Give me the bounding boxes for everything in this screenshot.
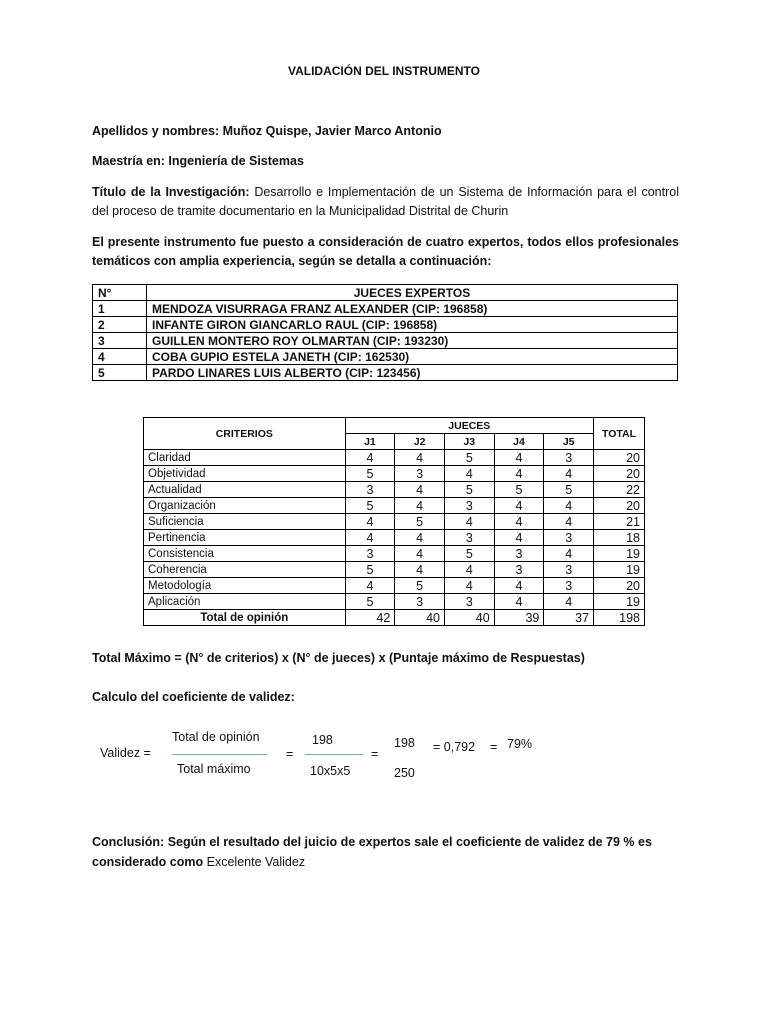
judge-header: J5 — [544, 434, 594, 450]
score-cell: 4 — [345, 450, 395, 466]
criterion-label: Metodología — [144, 578, 346, 594]
score-cell: 5 — [395, 514, 445, 530]
total-opinion-row — [144, 610, 645, 626]
judge-header: J4 — [494, 434, 544, 450]
numerator-value: 198 — [394, 736, 415, 750]
criterion-row — [144, 562, 645, 578]
score-cell: 4 — [395, 498, 445, 514]
score-cell: 4 — [494, 530, 544, 546]
validez-label: Validez = — [100, 746, 151, 760]
criterion-row — [144, 514, 645, 530]
score-cell: 3 — [544, 530, 594, 546]
numerator-value: 198 — [312, 733, 333, 747]
denominator-value: 250 — [394, 766, 415, 780]
score-cell: 4 — [494, 498, 544, 514]
score-cell: 3 — [345, 546, 395, 562]
score-cell: 4 — [494, 466, 544, 482]
criterion-row — [144, 530, 645, 546]
research-title-paragraph — [92, 183, 679, 221]
total-opinion-label: Total de opinión — [144, 610, 346, 626]
score-cell: 4 — [494, 578, 544, 594]
score-cell: 4 — [345, 578, 395, 594]
expert-num: 5 — [93, 365, 147, 381]
score-cell: 3 — [494, 562, 544, 578]
conclusion-paragraph — [92, 832, 679, 872]
total-opinion-value: 39 — [494, 610, 544, 626]
criterion-label: Actualidad — [144, 482, 346, 498]
row-total: 18 — [594, 530, 645, 546]
judges-header: JUECES — [345, 418, 593, 434]
scores-header-row — [144, 418, 645, 434]
row-total: 19 — [594, 562, 645, 578]
score-cell: 5 — [544, 482, 594, 498]
score-cell: 5 — [494, 482, 544, 498]
experts-row — [93, 317, 678, 333]
total-opinion-value: 37 — [544, 610, 594, 626]
score-cell: 3 — [444, 594, 494, 610]
master-line: Maestría en: Ingeniería de Sistemas — [92, 154, 304, 168]
criterion-label: Claridad — [144, 450, 346, 466]
criteria-header: CRITERIOS — [144, 418, 346, 450]
score-cell: 4 — [345, 514, 395, 530]
numerator-text: Total de opinión — [172, 730, 260, 744]
row-total: 22 — [594, 482, 645, 498]
scores-table — [143, 417, 645, 626]
experts-name-header: JUECES EXPERTOS — [147, 285, 678, 301]
judge-header: J2 — [395, 434, 445, 450]
score-cell: 3 — [395, 594, 445, 610]
expert-num: 2 — [93, 317, 147, 333]
score-cell: 3 — [444, 530, 494, 546]
score-cell: 4 — [544, 466, 594, 482]
judge-header: J3 — [444, 434, 494, 450]
row-total: 20 — [594, 450, 645, 466]
criterion-row — [144, 498, 645, 514]
score-cell: 4 — [544, 498, 594, 514]
author-line: Apellidos y nombres: Muñoz Quispe, Javier Marco Antonio — [92, 124, 442, 138]
experts-row — [93, 365, 678, 381]
fraction-line — [172, 754, 267, 755]
row-total: 20 — [594, 466, 645, 482]
score-cell: 3 — [544, 578, 594, 594]
experts-row — [93, 349, 678, 365]
expert-name: GUILLEN MONTERO ROY OLMARTAN (CIP: 193230) — [147, 333, 678, 349]
fraction-line — [305, 754, 363, 755]
expert-num: 3 — [93, 333, 147, 349]
experts-header-row — [93, 285, 678, 301]
total-opinion-value: 40 — [444, 610, 494, 626]
score-cell: 3 — [544, 562, 594, 578]
score-cell: 4 — [345, 530, 395, 546]
equals-sign: = — [286, 747, 294, 761]
research-title: Desarrollo e Implementación de un Sistema de Información para el control del proceso de tramite documentario en la Municipalidad Distrital de Churin — [92, 185, 679, 218]
result-value: = 0,792 — [433, 740, 476, 754]
max-total-formula: Total Máximo = (N° de criterios) x (N° de jueces) x (Puntaje máximo de Respuestas) — [92, 651, 585, 665]
score-cell: 4 — [494, 450, 544, 466]
row-total: 19 — [594, 546, 645, 562]
score-cell: 5 — [345, 466, 395, 482]
research-label: Título de la Investigación: — [92, 185, 250, 199]
row-total: 20 — [594, 498, 645, 514]
calc-heading: Calculo del coeficiente de validez: — [92, 690, 295, 704]
score-cell: 4 — [395, 482, 445, 498]
score-cell: 4 — [444, 466, 494, 482]
score-cell: 4 — [395, 530, 445, 546]
score-cell: 4 — [544, 546, 594, 562]
experts-row — [93, 333, 678, 349]
expert-num: 4 — [93, 349, 147, 365]
expert-num: 1 — [93, 301, 147, 317]
score-cell: 5 — [395, 578, 445, 594]
score-cell: 5 — [444, 482, 494, 498]
conclusion-normal: Excelente Validez — [206, 855, 306, 869]
criterion-row — [144, 482, 645, 498]
score-cell: 4 — [444, 578, 494, 594]
score-cell: 3 — [444, 498, 494, 514]
experts-table — [92, 284, 678, 381]
score-cell: 5 — [345, 562, 395, 578]
expert-name: PARDO LINARES LUIS ALBERTO (CIP: 123456) — [147, 365, 678, 381]
row-total: 20 — [594, 578, 645, 594]
document-title: VALIDACIÓN DEL INSTRUMENTO — [287, 64, 480, 78]
total-opinion-value: 42 — [345, 610, 395, 626]
criterion-row — [144, 578, 645, 594]
criterion-row — [144, 594, 645, 610]
percent-value: 79% — [507, 737, 533, 751]
score-cell: 4 — [395, 562, 445, 578]
score-cell: 4 — [395, 450, 445, 466]
equals-sign: = — [371, 747, 379, 761]
experts-num-header: N° — [93, 285, 147, 301]
criterion-label: Suficiencia — [144, 514, 346, 530]
denominator-text: Total máximo — [177, 762, 251, 776]
intro-paragraph: El presente instrumento fue puesto a consideración de cuatro expertos, todos ellos profesionales temáticos con amplia experiencia, según se detalla a continuación: — [92, 235, 679, 268]
grand-total: 198 — [594, 610, 645, 626]
denominator-value: 10x5x5 — [310, 764, 351, 778]
criterion-label: Consistencia — [144, 546, 346, 562]
score-cell: 5 — [345, 594, 395, 610]
score-cell: 3 — [544, 450, 594, 466]
expert-name: COBA GUPIO ESTELA JANETH (CIP: 162530) — [147, 349, 678, 365]
score-cell: 4 — [494, 514, 544, 530]
experts-row — [93, 301, 678, 317]
expert-name: INFANTE GIRON GIANCARLO RAUL (CIP: 196858) — [147, 317, 678, 333]
criterion-row — [144, 450, 645, 466]
total-opinion-value: 40 — [395, 610, 445, 626]
conclusion-bold: Conclusión: Según el resultado del juicio de expertos sale el coeficiente de validez de 79 % es considerado como — [92, 835, 652, 869]
score-cell: 5 — [345, 498, 395, 514]
score-cell: 4 — [444, 562, 494, 578]
criterion-label: Coherencia — [144, 562, 346, 578]
score-cell: 4 — [395, 546, 445, 562]
criterion-label: Objetividad — [144, 466, 346, 482]
criterion-row — [144, 466, 645, 482]
total-header: TOTAL — [594, 418, 645, 450]
judge-header: J1 — [345, 434, 395, 450]
score-cell: 3 — [395, 466, 445, 482]
score-cell: 5 — [444, 450, 494, 466]
row-total: 21 — [594, 514, 645, 530]
score-cell: 3 — [494, 546, 544, 562]
score-cell: 5 — [444, 546, 494, 562]
criterion-label: Organización — [144, 498, 346, 514]
criterion-label: Pertinencia — [144, 530, 346, 546]
score-cell: 4 — [544, 514, 594, 530]
criterion-label: Aplicación — [144, 594, 346, 610]
criterion-row — [144, 546, 645, 562]
score-cell: 4 — [494, 594, 544, 610]
score-cell: 3 — [345, 482, 395, 498]
equals-sign: = — [490, 740, 498, 754]
row-total: 19 — [594, 594, 645, 610]
expert-name: MENDOZA VISURRAGA FRANZ ALEXANDER (CIP: 196858) — [147, 301, 678, 317]
score-cell: 4 — [544, 594, 594, 610]
score-cell: 4 — [444, 514, 494, 530]
